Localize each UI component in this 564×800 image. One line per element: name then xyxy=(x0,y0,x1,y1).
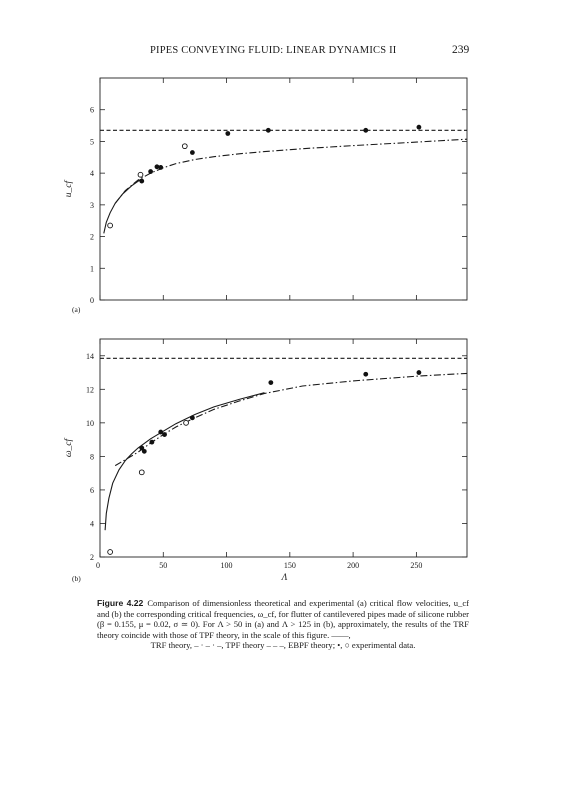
open-data-point xyxy=(138,172,143,177)
plot-frame xyxy=(100,78,467,300)
filled-data-point xyxy=(190,150,195,155)
curve-dash-dot xyxy=(115,139,467,203)
y-tick-label: 14 xyxy=(86,351,94,361)
y-tick-label: 2 xyxy=(90,553,94,562)
filled-data-point xyxy=(363,372,368,377)
page-number: 239 xyxy=(452,44,470,56)
panel-label: (b) xyxy=(72,574,81,583)
curve-solid xyxy=(105,393,264,531)
filled-data-point xyxy=(225,131,230,136)
caption-text: Comparison of dimensionless theoretical and experimental (a) critical flow velocities, u_cf and (b) the corresponding critical frequencies, ω_cf, for flutter of cantilevered pipes made of silicone rubber (β = 0.155, μ = 0.02, σ ≃ 0). For Λ > 50 in (a) and Λ > 125 in (b), approximately, the results of the TRF theory coincide with those of TPF theory, in the scale of this figure. ——, xyxy=(97,598,469,640)
open-data-point xyxy=(108,223,113,228)
x-tick-label: 250 xyxy=(410,561,423,570)
y-axis-label: u_cf xyxy=(64,180,74,198)
open-data-point xyxy=(139,470,144,475)
filled-data-point xyxy=(266,128,271,133)
y-tick-label: 4 xyxy=(90,519,94,529)
running-title: PIPES CONVEYING FLUID: LINEAR DYNAMICS II xyxy=(150,45,397,56)
curve-dash-dot xyxy=(115,373,467,465)
filled-data-point xyxy=(268,380,273,385)
caption-last-line: TRF theory, – · – · –, TPF theory – – –, EBPF theory; •, ○ experimental data. xyxy=(150,640,416,651)
filled-data-point xyxy=(142,449,147,454)
y-tick-label: 10 xyxy=(86,418,94,428)
open-data-point xyxy=(108,550,113,555)
caption-label: Figure 4.22 xyxy=(97,598,144,608)
x-tick-label: 50 xyxy=(159,561,168,570)
filled-data-point xyxy=(417,125,422,130)
x-tick-label: 200 xyxy=(347,561,360,570)
y-tick-label: 3 xyxy=(90,200,94,210)
filled-data-point xyxy=(149,440,154,445)
y-tick-label: 6 xyxy=(90,485,94,495)
filled-data-point xyxy=(363,128,368,133)
open-data-point xyxy=(182,144,187,149)
open-data-point xyxy=(184,420,189,425)
filled-data-point xyxy=(139,179,144,184)
panel-b xyxy=(100,339,467,557)
y-tick-label: 5 xyxy=(90,137,94,147)
y-tick-label: 4 xyxy=(90,169,94,179)
panel-label: (a) xyxy=(72,305,81,314)
filled-data-point xyxy=(148,169,153,174)
y-tick-label: 12 xyxy=(86,385,94,395)
filled-data-point xyxy=(162,432,167,437)
y-tick-label: 8 xyxy=(90,452,94,462)
y-tick-label: 0 xyxy=(90,296,94,305)
filled-data-point xyxy=(158,165,163,170)
figure-caption xyxy=(97,598,469,651)
x-tick-label: 150 xyxy=(283,561,296,570)
plot-frame xyxy=(100,339,467,557)
filled-data-point xyxy=(417,370,422,375)
x-axis-label: Λ xyxy=(281,573,288,583)
x-tick-label: 100 xyxy=(220,561,233,570)
y-tick-label: 6 xyxy=(90,105,94,115)
x-tick-label: 0 xyxy=(96,561,100,570)
y-tick-label: 2 xyxy=(90,232,94,242)
filled-data-point xyxy=(190,415,195,420)
panel-a xyxy=(100,78,467,300)
y-tick-label: 1 xyxy=(90,264,94,274)
y-axis-label: ω_cf xyxy=(64,438,74,458)
